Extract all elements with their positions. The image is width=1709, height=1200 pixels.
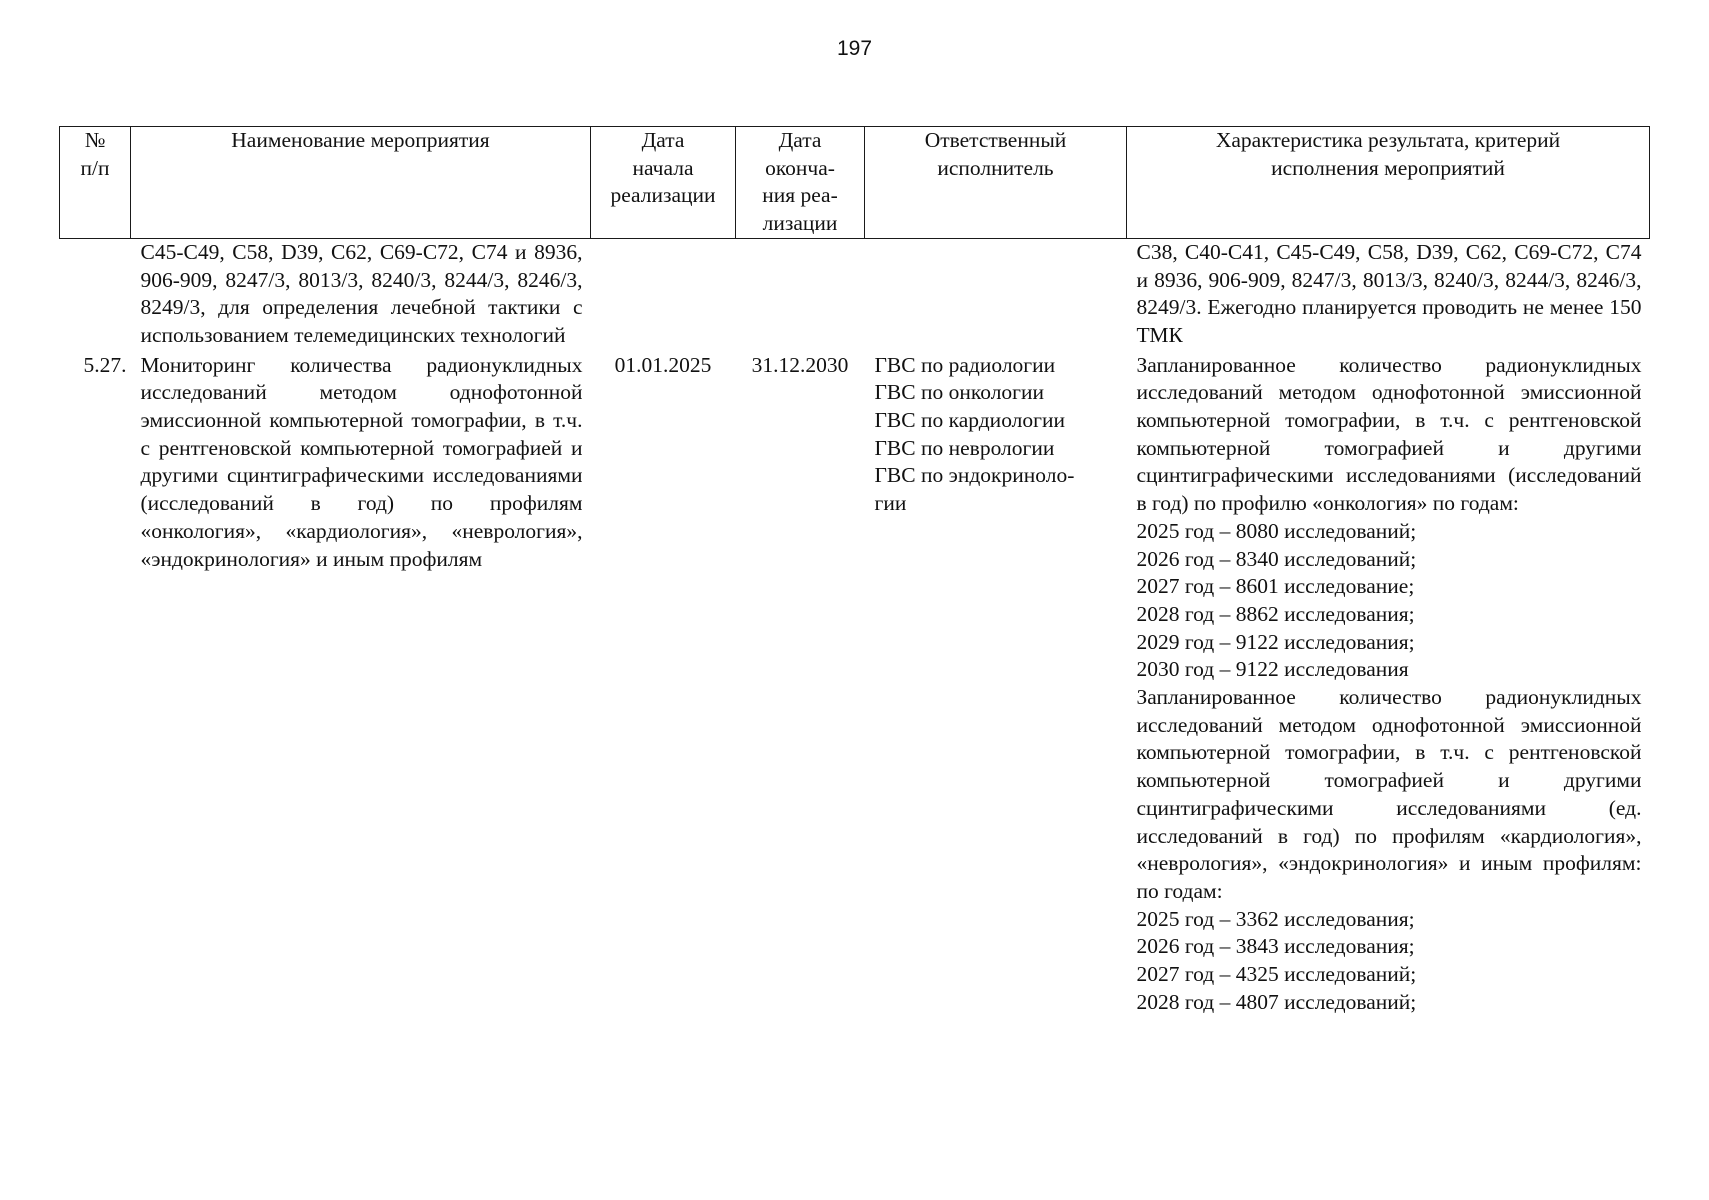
- result-year-line: 2027 год – 4325 исследований;: [1136, 962, 1417, 987]
- result-year-line: 2030 год – 9122 исследования: [1136, 657, 1409, 682]
- header-number: № п/п: [60, 127, 131, 239]
- row-result: [1127, 350, 1650, 1017]
- result-year-line: 2025 год – 8080 исследований;: [1136, 518, 1417, 543]
- result-year-line: 2026 год – 3843 исследования;: [1136, 934, 1415, 959]
- row-start-date: 01.01.2025: [614, 352, 712, 377]
- result-year-line: 2029 год – 9122 исследования;: [1136, 629, 1415, 654]
- row-responsible: [865, 238, 1127, 349]
- result-year-line: 2028 год – 8862 исследования;: [1136, 601, 1415, 626]
- result-year-line: 2027 год – 8601 исследование;: [1136, 574, 1415, 599]
- header-activity-name: Наименование мероприятия: [131, 127, 591, 239]
- activities-table: [59, 126, 1650, 1017]
- responsible-item: гии: [874, 491, 907, 516]
- result-year-line: 2028 год – 4807 исследований;: [1136, 989, 1417, 1014]
- table-row: [60, 238, 1650, 349]
- header-start-date: Дата начала реализации: [591, 127, 736, 239]
- responsible-item: ГВС по онкологии: [874, 380, 1045, 405]
- row-number: [60, 238, 131, 349]
- result-year-line: 2025 год – 3362 исследования;: [1136, 906, 1415, 931]
- responsible-item: ГВС по эндокриноло-: [874, 463, 1075, 488]
- row-activity-name: С45-С49, С58, D39, С62, С69-С72, С74 и 8936, 906-909, 8247/3, 8013/3, 8240/3, 8244/3, 8246/3, 8249/3, для определения лечебной тактики с использованием телемедицинских технологий: [140, 239, 583, 347]
- row-number: 5.27.: [83, 352, 127, 377]
- table-body: [60, 238, 1650, 1016]
- result-other-profiles-intro: Запланированное количество радионуклидных исследований методом однофотонной эмиссионной компьютерной томографии, в т.ч. с рентгеновской компьютерной томографией и другими сцинтиграфическими исследованиями (ед. исследований в год) по профилям «кардиология», «неврология», «эндокринология» и иным профилям: по годам:: [1136, 685, 1642, 903]
- header-row: [60, 127, 1650, 239]
- result-oncology-intro: Запланированное количество радионуклидных исследований методом однофотонной эмиссионной компьютерной томографии, в т.ч. с рентгеновской компьютерной томографией и другими сцинтиграфическими исследованиями (исследований в год) по профилю «онкология» по годам:: [1136, 352, 1642, 516]
- responsible-item: ГВС по кардиологии: [874, 408, 1065, 433]
- table-header: [60, 127, 1650, 239]
- page-number: 197: [836, 37, 873, 60]
- row-end-date: 31.12.2030: [751, 352, 849, 377]
- responsible-item: ГВС по неврологии: [874, 435, 1055, 460]
- table-row: [60, 350, 1650, 1017]
- row-result: С38, С40-С41, С45-С49, С58, D39, С62, С69-С72, С74 и 8936, 906-909, 8247/3, 8013/3, 8240/3, 8244/3, 8246/3, 8249/3. Ежегодно планируется проводить не менее 150 ТМК: [1136, 239, 1642, 347]
- row-start-date: [591, 238, 736, 349]
- row-activity-name: Мониторинг количества радионуклидных исследований методом однофотонной эмиссионной компьютерной томографии, в т.ч. с рентгеновской компьютерной томографией и другими сцинтиграфическими исследованиями (исследований в год) по профилям «онкология», «кардиология», «неврология», «эндокринология» и иным профилям: [140, 352, 583, 571]
- header-result: Характеристика результата, критерий исполнения мероприятий: [1127, 127, 1650, 239]
- responsible-item: ГВС по радиологии: [874, 352, 1056, 377]
- row-end-date: [736, 238, 865, 349]
- header-end-date: Дата оконча- ния реа- лизации: [736, 127, 865, 239]
- result-year-line: 2026 год – 8340 исследований;: [1136, 546, 1417, 571]
- header-responsible: Ответственный исполнитель: [865, 127, 1127, 239]
- row-responsible: [865, 350, 1127, 1017]
